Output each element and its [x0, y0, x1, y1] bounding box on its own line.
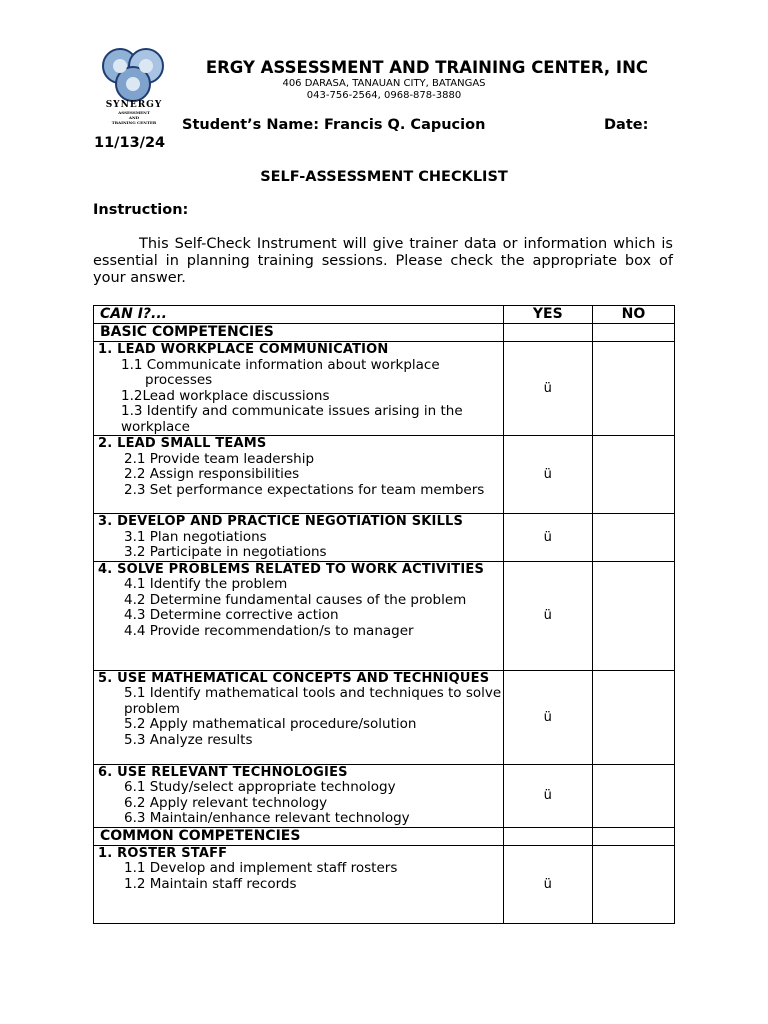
section-common: COMMON COMPETENCIES — [94, 827, 504, 845]
logo-subtext-1: ASSESSMENT — [118, 110, 150, 115]
competency-title: 3. DEVELOP AND PRACTICE NEGOTIATION SKILLS — [98, 514, 464, 529]
sub-item-continued: processes — [145, 372, 213, 388]
table-row — [94, 845, 675, 923]
sub-item: 4.2 Determine fundamental causes of the problem — [124, 591, 467, 608]
competency-title: 1. ROSTER STAFF — [98, 845, 228, 861]
self-assessment-table — [93, 305, 675, 924]
competency-6 — [94, 764, 504, 827]
competency-title: 5. USE MATHEMATICAL CONCEPTS AND TECHNIQUES — [98, 670, 490, 686]
instruction-text: This Self-Check Instrument will give trainer data or information which is essential in planning training sessions. Please check the appropriate box of your answer. — [93, 236, 673, 286]
sub-item: 2.2 Assign responsibilities — [124, 466, 300, 482]
competency-title: 6. USE RELEVANT TECHNOLOGIES — [98, 764, 348, 780]
sub-item: 1.1 Communicate information about workplace — [121, 356, 440, 373]
sub-item: 1.3 Identify and communicate issues arising in the workplace — [121, 403, 463, 435]
no-cell[interactable] — [592, 561, 674, 670]
sub-item: 3.1 Plan negotiations — [124, 528, 267, 545]
no-cell[interactable] — [592, 324, 674, 342]
instruction-label: Instruction: — [93, 202, 189, 218]
student-name: Student’s Name: Francis Q. Capucion — [182, 117, 486, 133]
competency-2 — [94, 436, 504, 514]
table-row — [94, 670, 675, 764]
competency-1 — [94, 342, 504, 436]
sub-item: 6.3 Maintain/enhance relevant technology — [124, 810, 410, 826]
header-yes: YES — [503, 306, 592, 324]
logo-caption — [94, 100, 174, 125]
company-name: ERGY ASSESSMENT AND TRAINING CENTER, INC — [205, 58, 648, 77]
sub-item: 3.2 Participate in negotiations — [124, 544, 327, 560]
section-basic: BASIC COMPETENCIES — [94, 324, 504, 342]
competency-7 — [94, 845, 504, 923]
company-address-block — [200, 78, 568, 102]
sub-item: 5.3 Analyze results — [124, 731, 253, 748]
sub-item: 5.1 Identify mathematical tools and techniques to solve problem — [124, 685, 502, 717]
competency-title: 2. LEAD SMALL TEAMS — [98, 436, 267, 451]
date-value: 11/13/24 — [94, 135, 166, 151]
yes-check-mark[interactable]: ü — [503, 670, 592, 764]
table-header-row — [94, 306, 675, 324]
sub-item: 4.3 Determine corrective action — [124, 607, 339, 623]
logo-subtext-3: TRAINING CENTER — [111, 120, 157, 125]
table-row — [94, 342, 675, 436]
yes-check-mark[interactable]: ü — [503, 342, 592, 436]
competency-title: 1. LEAD WORKPLACE COMMUNICATION — [98, 342, 389, 357]
no-cell[interactable] — [592, 845, 674, 923]
date-label: Date: — [604, 117, 649, 133]
yes-check-mark[interactable]: ü — [503, 845, 592, 923]
yes-check-mark[interactable]: ü — [503, 764, 592, 827]
sub-item: 1.2 Maintain staff records — [124, 875, 297, 892]
sub-item: 1.1 Develop and implement staff rosters — [124, 860, 398, 876]
sub-item: 6.1 Study/select appropriate technology — [124, 779, 396, 795]
sub-item: 4.1 Identify the problem — [124, 576, 288, 592]
company-phone: 043-756-2564, 0968-878-3880 — [306, 90, 462, 101]
yes-cell[interactable] — [503, 827, 592, 845]
yes-check-mark[interactable]: ü — [503, 436, 592, 514]
table-row — [94, 514, 675, 562]
competency-4 — [94, 561, 504, 670]
sub-item: 1.2Lead workplace discussions — [121, 387, 330, 404]
table-row — [94, 436, 675, 514]
section-basic-row — [94, 324, 675, 342]
document-title: SELF-ASSESSMENT CHECKLIST — [260, 169, 508, 185]
section-common-row — [94, 827, 675, 845]
sub-item: 4.4 Provide recommendation/s to manager — [124, 622, 414, 639]
no-cell[interactable] — [592, 764, 674, 827]
no-cell[interactable] — [592, 342, 674, 436]
no-cell[interactable] — [592, 670, 674, 764]
logo-subtext-2: AND — [128, 115, 140, 120]
table-row — [94, 561, 675, 670]
no-cell[interactable] — [592, 827, 674, 845]
header-can-i: CAN I?... — [94, 306, 504, 324]
yes-cell[interactable] — [503, 324, 592, 342]
competency-title: 4. SOLVE PROBLEMS RELATED TO WORK ACTIVITIES — [98, 561, 485, 577]
sub-item: 5.2 Apply mathematical procedure/solution — [124, 716, 417, 732]
competency-3 — [94, 514, 504, 562]
no-cell[interactable] — [592, 514, 674, 562]
competency-5 — [94, 670, 504, 764]
sub-item: 6.2 Apply relevant technology — [124, 794, 328, 811]
sub-item: 2.3 Set performance expectations for team members — [124, 481, 485, 498]
no-cell[interactable] — [592, 436, 674, 514]
company-address: 406 DARASA, TANAUAN CITY, BATANGAS — [282, 78, 486, 89]
header-no: NO — [592, 306, 674, 324]
sub-item: 2.1 Provide team leadership — [124, 450, 315, 467]
yes-check-mark[interactable]: ü — [503, 561, 592, 670]
logo-text: SYNERGY — [105, 100, 163, 110]
yes-check-mark[interactable]: ü — [503, 514, 592, 562]
table-row — [94, 764, 675, 827]
